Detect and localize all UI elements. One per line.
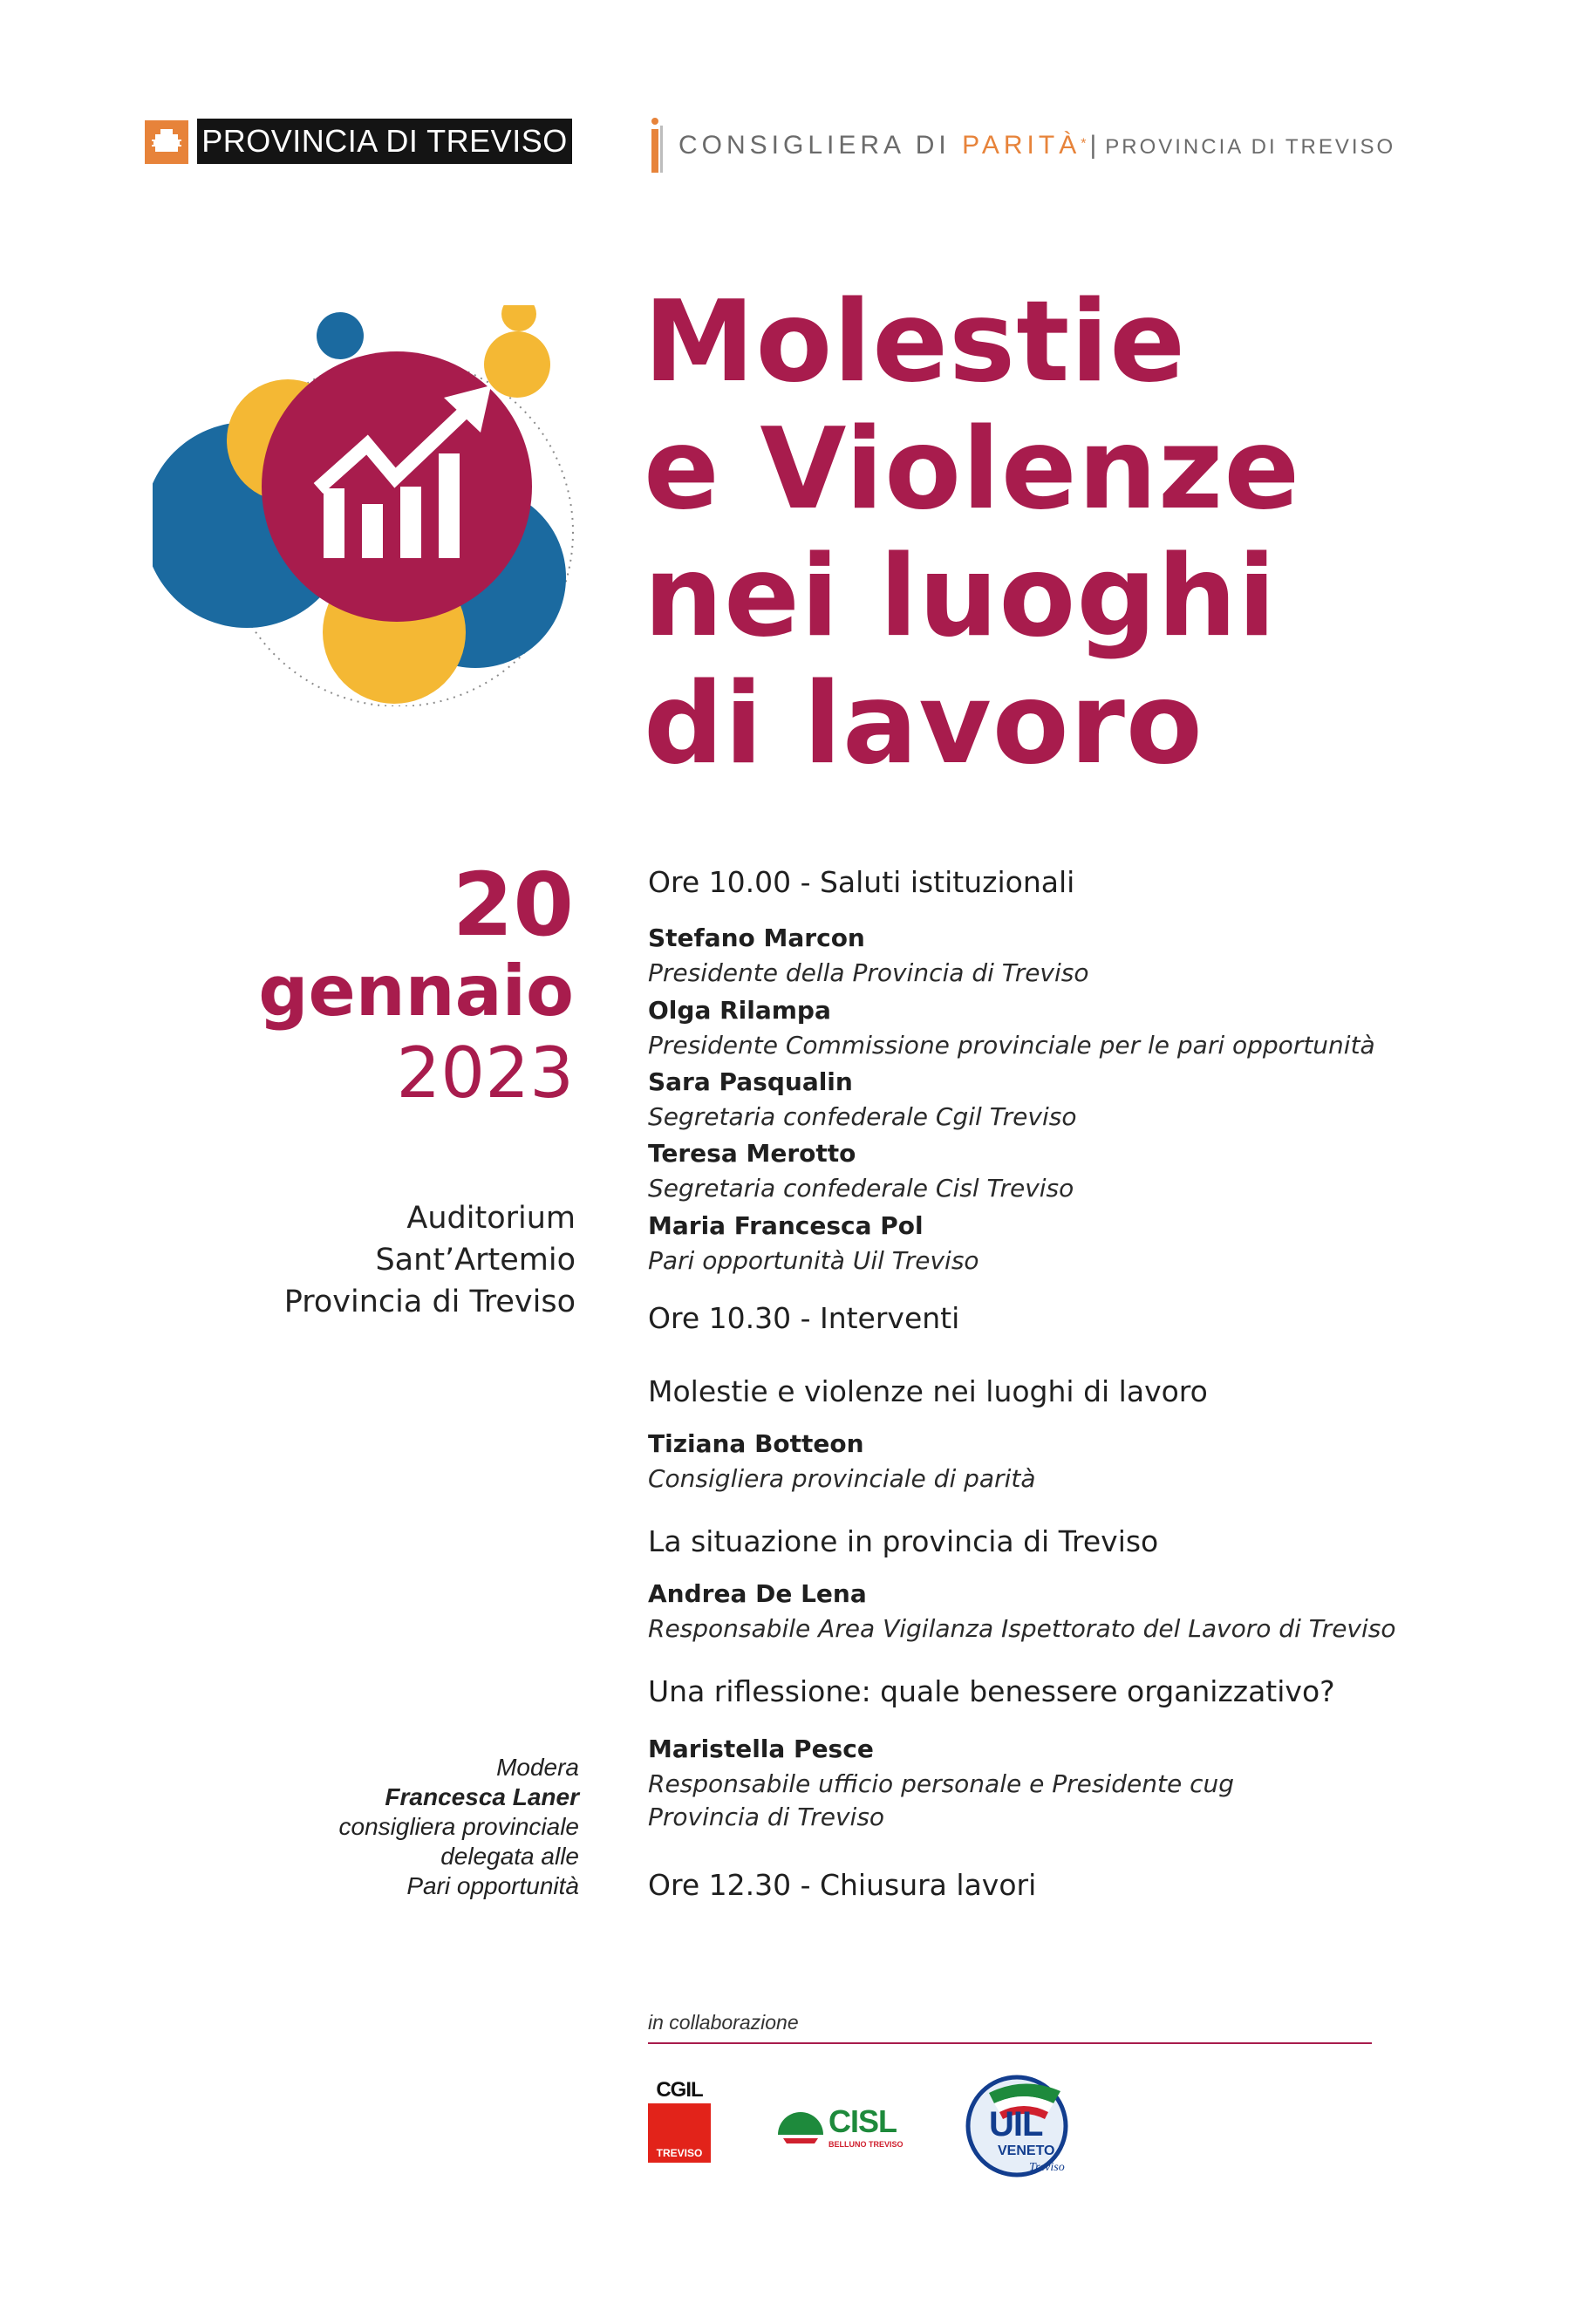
venue-line: Auditorium — [406, 1201, 576, 1236]
title-line: e Violenze — [644, 405, 1301, 535]
uil-subtitle: VENETO — [998, 2143, 1055, 2158]
speaker-role: Presidente della Provincia di Treviso — [648, 958, 1089, 987]
uil-wordmark: UIL — [989, 2105, 1043, 2143]
cisl-emblem-icon — [776, 2102, 825, 2150]
cgil-logo — [648, 2079, 711, 2163]
provincia-logo-icon — [145, 120, 188, 164]
session-heading: Ore 10.00 - Saluti istituzionali — [648, 865, 1075, 899]
moderator-label: Modera — [496, 1754, 579, 1781]
session-heading: Ore 10.30 - Interventi — [648, 1301, 960, 1335]
talk-topic: La situazione in provincia di Treviso — [648, 1524, 1159, 1558]
speaker-role: Provincia di Treviso — [648, 1803, 885, 1831]
speaker-role: Presidente Commissione provinciale per le pari opportunità — [648, 1031, 1375, 1060]
venue-line: Provincia di Treviso — [283, 1285, 576, 1319]
moderator-role: consigliera provinciale — [338, 1813, 579, 1840]
speaker-name: Maria Francesca Pol — [648, 1211, 924, 1240]
consigliera-logo — [678, 131, 1395, 160]
title-line: Molestie — [644, 277, 1187, 407]
cgil-red-block — [648, 2103, 711, 2163]
parita-word: PARITÀ — [962, 131, 1081, 160]
uil-city: Treviso — [1029, 2161, 1065, 2174]
event-venue — [174, 1197, 576, 1323]
cgil-wordmark: CGIL — [656, 2078, 703, 2102]
speaker-role: Segretaria confederale Cisl Treviso — [648, 1174, 1074, 1203]
date-month: gennaio — [258, 951, 574, 1032]
speaker-name: Teresa Merotto — [648, 1139, 856, 1168]
closing-heading: Ore 12.30 - Chiusura lavori — [648, 1868, 1037, 1902]
event-date — [174, 854, 574, 1114]
speaker-role: Pari opportunità Uil Treviso — [648, 1246, 979, 1275]
speaker-name: Maristella Pesce — [648, 1734, 874, 1763]
moderator-name: Francesca Laner — [385, 1783, 579, 1810]
speaker-name: Stefano Marcon — [648, 923, 865, 952]
speaker-name: Tiziana Botteon — [648, 1429, 864, 1458]
speaker-name: Andrea De Lena — [648, 1579, 867, 1608]
collaboration-label: in collaborazione — [648, 2011, 799, 2034]
cisl-wordmark: CISL — [829, 2103, 897, 2139]
consigliera-word: CONSIGLIERA DI — [678, 131, 963, 160]
speaker-role: Consigliera provinciale di parità — [648, 1464, 1036, 1493]
date-day: 20 — [452, 854, 574, 956]
speaker-role: Segretaria confederale Cgil Treviso — [648, 1102, 1077, 1131]
cisl-logo — [776, 2102, 907, 2154]
date-year: 2023 — [396, 1033, 574, 1114]
speaker-role: Responsabile Area Vigilanza Ispettorato del Lavoro di Treviso — [648, 1614, 1396, 1643]
provincia-logo: PROVINCIA DI TREVISO — [197, 119, 572, 164]
consigliera-logo-icon — [647, 117, 666, 174]
logo-separator: | — [1089, 131, 1097, 160]
speaker-name: Olga Rilampa — [648, 996, 831, 1025]
parita-star: * — [1081, 136, 1087, 152]
speaker-role: Responsabile ufficio personale e Presidente cug — [648, 1769, 1234, 1798]
moderator-role: delegata alle — [440, 1843, 579, 1870]
cisl-subtitle: BELLUNO TREVISO — [829, 2140, 904, 2149]
speaker-name: Sara Pasqualin — [648, 1067, 853, 1096]
event-title — [644, 279, 1300, 788]
title-line: nei luoghi — [644, 532, 1277, 662]
consigliera-subtitle: PROVINCIA DI TREVISO — [1105, 135, 1396, 159]
uil-logo — [963, 2074, 1076, 2178]
moderator-role: Pari opportunità — [406, 1872, 579, 1899]
title-line: di lavoro — [644, 659, 1204, 789]
cgil-city: TREVISO — [656, 2147, 703, 2159]
talk-topic: Una riflessione: quale benessere organizzativo? — [648, 1674, 1335, 1708]
moderator-block — [174, 1753, 579, 1901]
talk-topic: Molestie e violenze nei luoghi di lavoro — [648, 1374, 1208, 1408]
collaboration-divider — [648, 2042, 1372, 2044]
event-emblem — [153, 305, 589, 706]
venue-line: Sant’Artemio — [375, 1243, 576, 1278]
